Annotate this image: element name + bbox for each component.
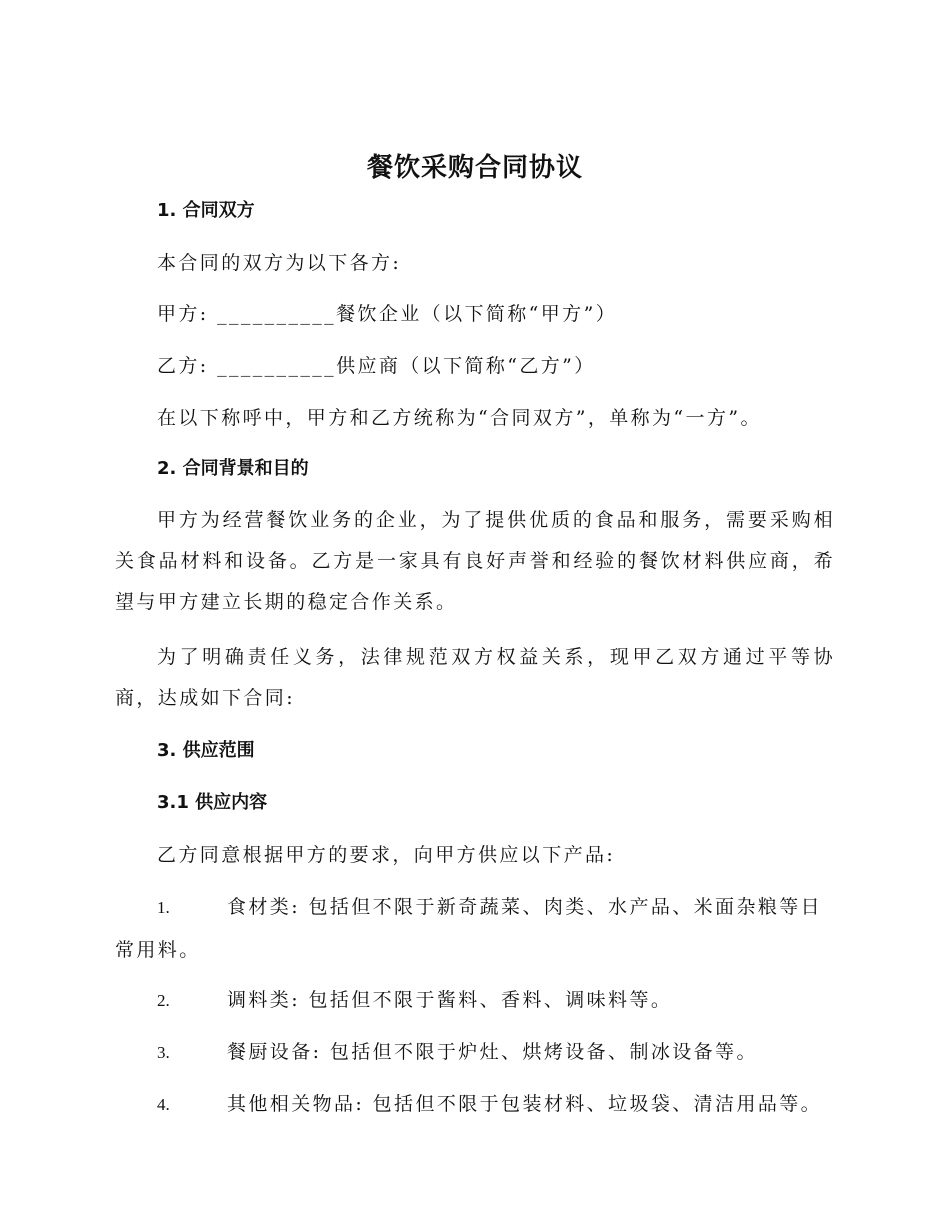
document-title: 餐饮采购合同协议 [366,153,583,183]
list-item [115,979,835,1022]
party-a-line [157,300,617,328]
naming-clause: 在以下称呼中，甲方和乙方统称为“合同双方”，单称为“一方”。 [157,407,762,429]
section-1-intro: 本合同的双方为以下各方: [157,252,402,274]
list-item-text: 餐厨设备: 包括但不限于炉灶、烘烤设备、制冰设备等。 [227,1041,758,1063]
party-b-blank: __________ [217,355,337,377]
list-item-text: 食材类: 包括但不限于新奇蔬菜、肉类、水产品、米面杂粮等日常用料。 [115,896,823,961]
list-item [115,886,835,971]
party-b-label: 乙方: [157,355,209,377]
list-item-number: 3. [157,1043,170,1062]
list-item [115,1083,835,1126]
party-a-desc: 餐饮企业（以下简称“甲方”） [336,303,618,325]
party-b-line [157,352,596,380]
list-item-number: 4. [157,1095,170,1114]
section-2-heading: 2. 合同背景和目的 [157,458,309,479]
list-item-text: 调料类: 包括但不限于酱料、香料、调味料等。 [227,989,673,1011]
party-b-desc: 供应商（以下简称“乙方”） [336,355,596,377]
section-1-heading: 1. 合同双方 [157,200,255,221]
list-item-text: 其他相关物品: 包括但不限于包装材料、垃圾袋、清洁用品等。 [227,1093,823,1115]
party-a-label: 甲方: [157,303,209,325]
section-3-1-heading: 3.1 供应内容 [157,792,268,813]
purpose-paragraph: 为了明确责任义务，法律规范双方权益关系，现甲乙双方通过平等协商，达成如下合同: [115,646,835,709]
list-item-number: 2. [157,991,170,1010]
list-item-number: 1. [157,898,170,917]
supply-intro: 乙方同意根据甲方的要求，向甲方供应以下产品: [157,844,616,866]
list-item [115,1031,835,1074]
party-a-blank: __________ [217,303,337,325]
background-paragraph: 甲方为经营餐饮业务的企业，为了提供优质的食品和服务，需要采购相关食品材料和设备。乙方是一家具有良好声誉和经验的餐饮材料供应商，希望与甲方建立长期的稳定合作关系。 [115,509,835,613]
section-3-heading: 3. 供应范围 [157,740,255,761]
